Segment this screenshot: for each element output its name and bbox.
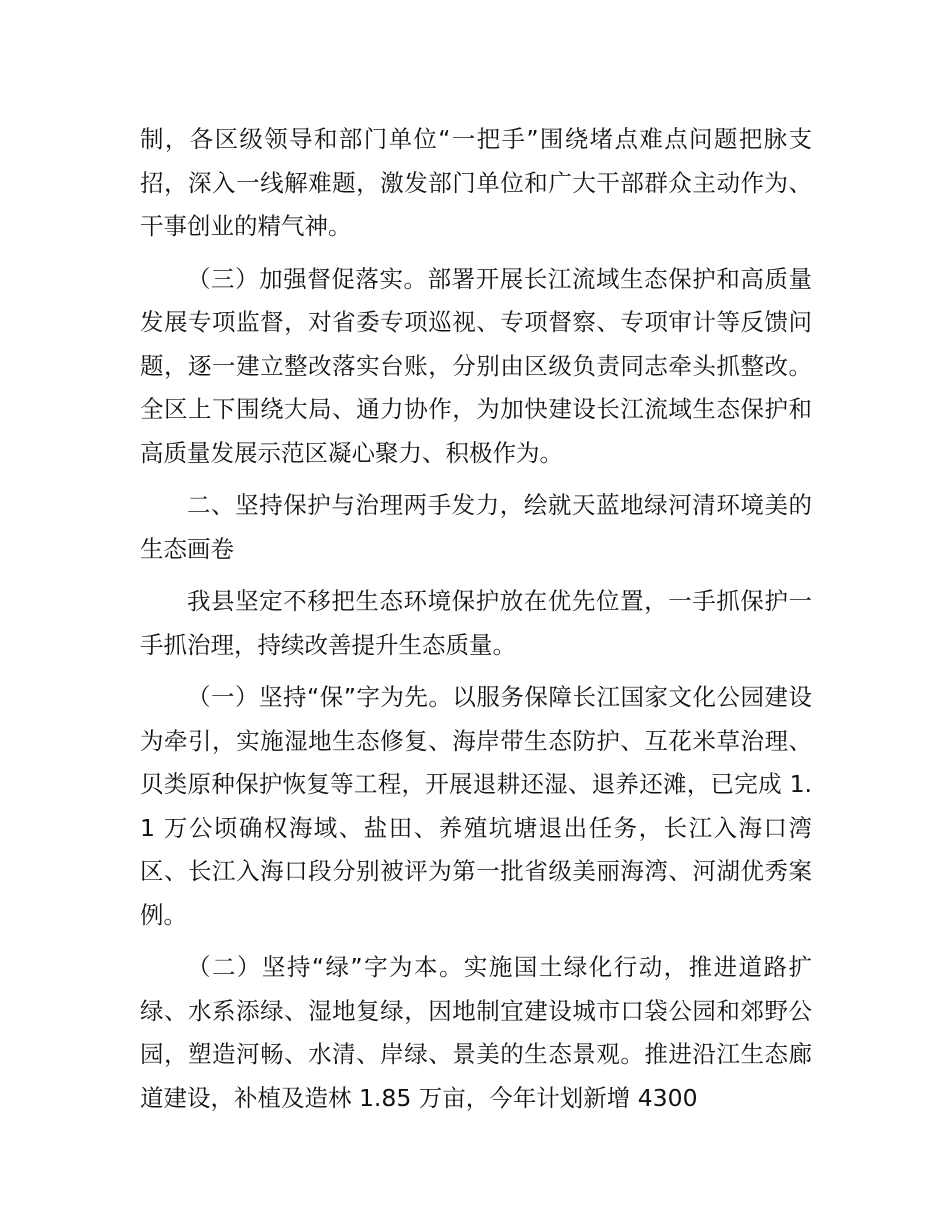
- document-page: [140, 118, 812, 1129]
- paragraph-section-two: （二）坚持“绿”字为本。实施国土绿化行动，推进道路扩绿、水系添绿、湿地复绿，因地制宜建设城市口袋公园和郊野公园，塑造河畅、水清、岸绿、景美的生态景观。推进沿江生态廊道建设，补植及造林 1.85 万亩，今年计划新增 4300: [140, 953, 812, 1112]
- section-heading-two: 二、坚持保护与治理两手发力，绘就天蓝地绿河清环境美的生态画卷: [140, 491, 812, 563]
- paragraph-section-one: （一）坚持“保”字为先。以服务保障长江国家文化公园建设为牵引，实施湿地生态修复、海岸带生态防护、互花米草治理、贝类原种保护恢复等工程，开展退耕还湿、退养还滩，已完成 1.1 万公顷确权海域、盐田、养殖坑塘退出任务，长江入海口湾区、长江入海口段分别被评为第一批省级美丽海湾、河湖优秀案例。: [140, 683, 812, 929]
- paragraph-continuation: 制，各区级领导和部门单位“一把手”围绕堵点难点问题把脉支招，深入一线解难题，激发部门单位和广大干部群众主动作为、干事创业的精气神。: [140, 125, 812, 240]
- paragraph-intro: 我县坚定不移把生态环境保护放在优先位置，一手抓保护一手抓治理，持续改善提升生态质量。: [140, 587, 812, 659]
- paragraph-section-three: （三）加强督促落实。部署开展长江流域生态保护和高质量发展专项监督，对省委专项巡视、专项督察、专项审计等反馈问题，逐一建立整改落实台账，分别由区级负责同志牵头抓整改。全区上下围绕大局、通力协作，为加快建设长江流域生态保护和高质量发展示范区凝心聚力、积极作为。: [140, 264, 812, 467]
